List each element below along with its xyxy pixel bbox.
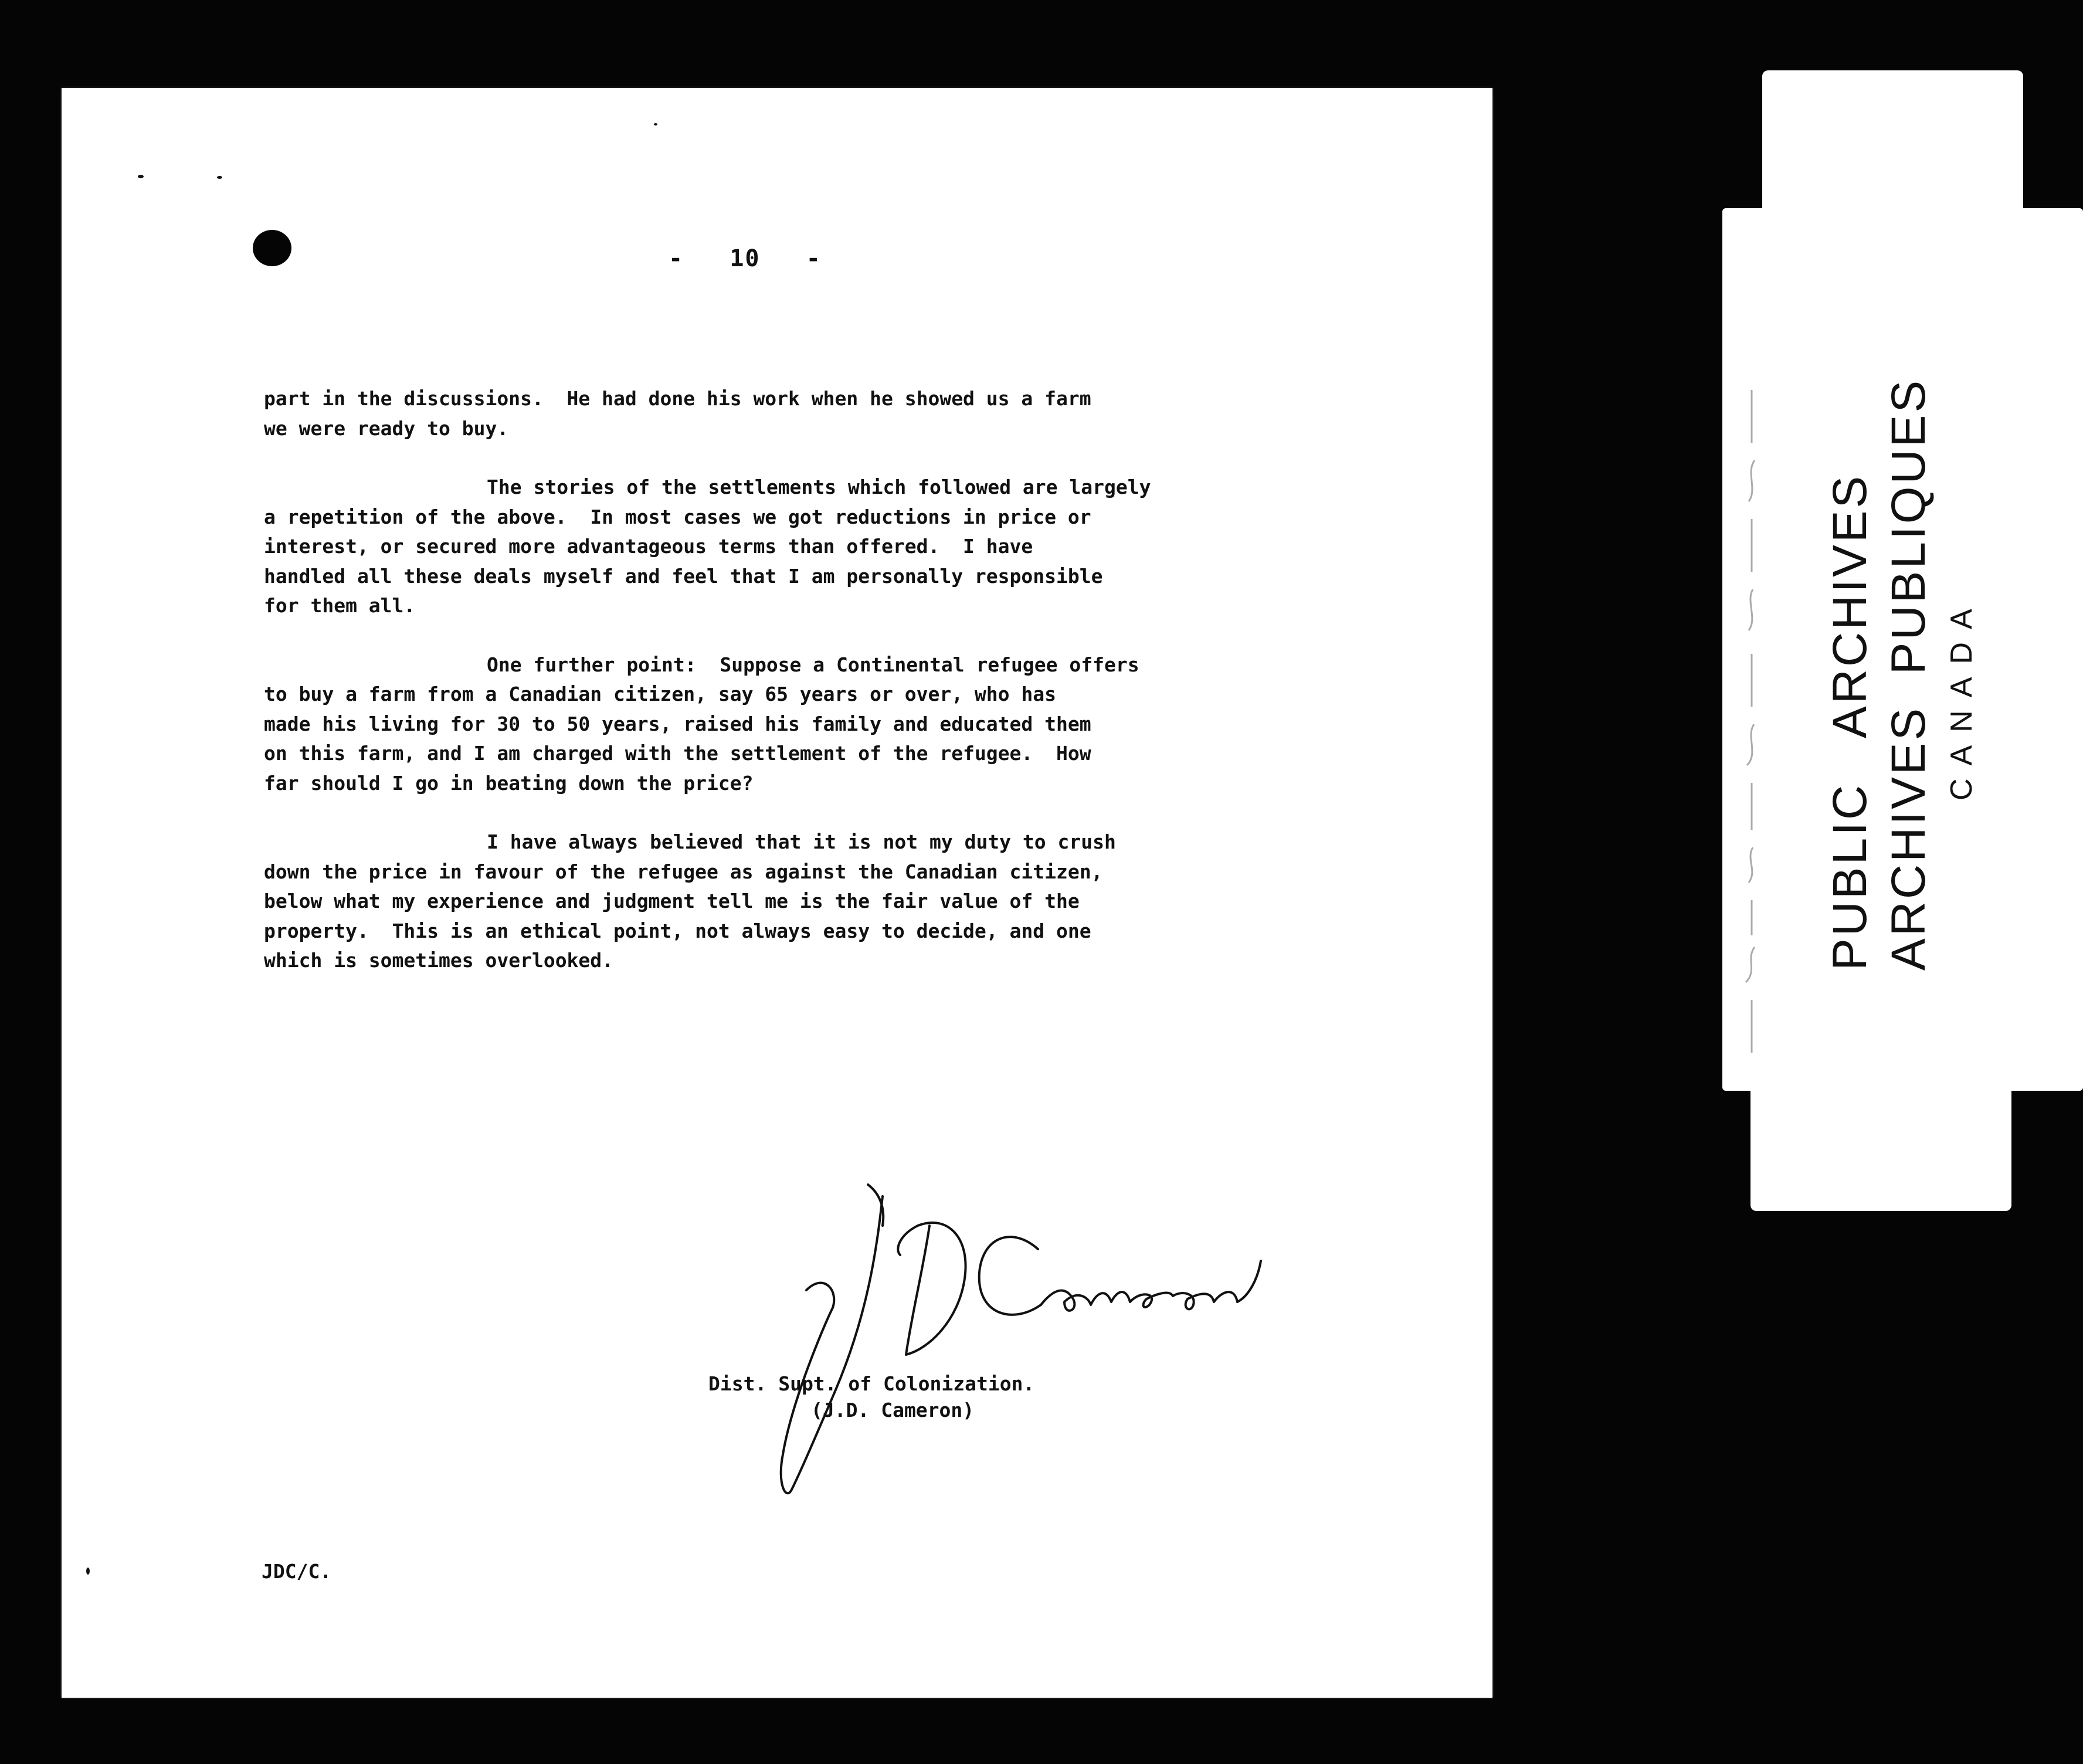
label-line-public-archives: PUBLIC ARCHIVES [1823,473,1877,971]
reference-initials: JDC/C. [262,1560,332,1583]
paragraph-1: part in the discussions. He had done his work when he showed us a farm we were ready to buy. [264,387,1091,440]
label-line-canada: CANADA [1945,596,1979,800]
paragraph-3: One further point: Suppose a Continental refugee offers to buy a farm from a Canadian citizen, say 65 years or over, who has made his living for 30 to 50 years, raised his family and educated them on this farm, and I am charged with the settlement of the refugee. How far should I go in beating down the price? [264,653,1139,795]
faint-handwriting [1711,325,1781,1059]
page-number: - 10 - [669,245,822,272]
handwritten-signature [736,1179,1299,1507]
speck [217,176,222,179]
document-page [62,88,1492,1698]
archive-label-text [1780,325,2026,971]
speck [654,123,657,125]
punch-hole [253,230,291,266]
paragraph-2: The stories of the settlements which followed are largely a repetition of the above. In most cases we got reductions in price or interest, or secured more advantageous terms than offered. I have handled all these deals myself and feel that I am personally responsible for them all. [264,476,1151,617]
speck [138,175,144,178]
speck [86,1568,90,1575]
paragraph-4: I have always believed that it is not my duty to crush down the price in favour of the refugee as against the Canadian citizen, below what my experience and judgment tell me is the fair value of the property. This is an ethical point, not always easy to decide, and one which is sometimes overlooked. [264,830,1116,972]
label-line-archives-publiques: ARCHIVES PUBLIQUES [1882,378,1935,971]
signature-name: (J.D. Cameron) [811,1399,975,1422]
letter-body [264,384,1396,1005]
archive-label-bottom-tab [1750,1091,2011,1211]
archive-label-top-tab [1762,70,2023,208]
signature-title: Dist. Supt. of Colonization. [708,1372,1035,1395]
